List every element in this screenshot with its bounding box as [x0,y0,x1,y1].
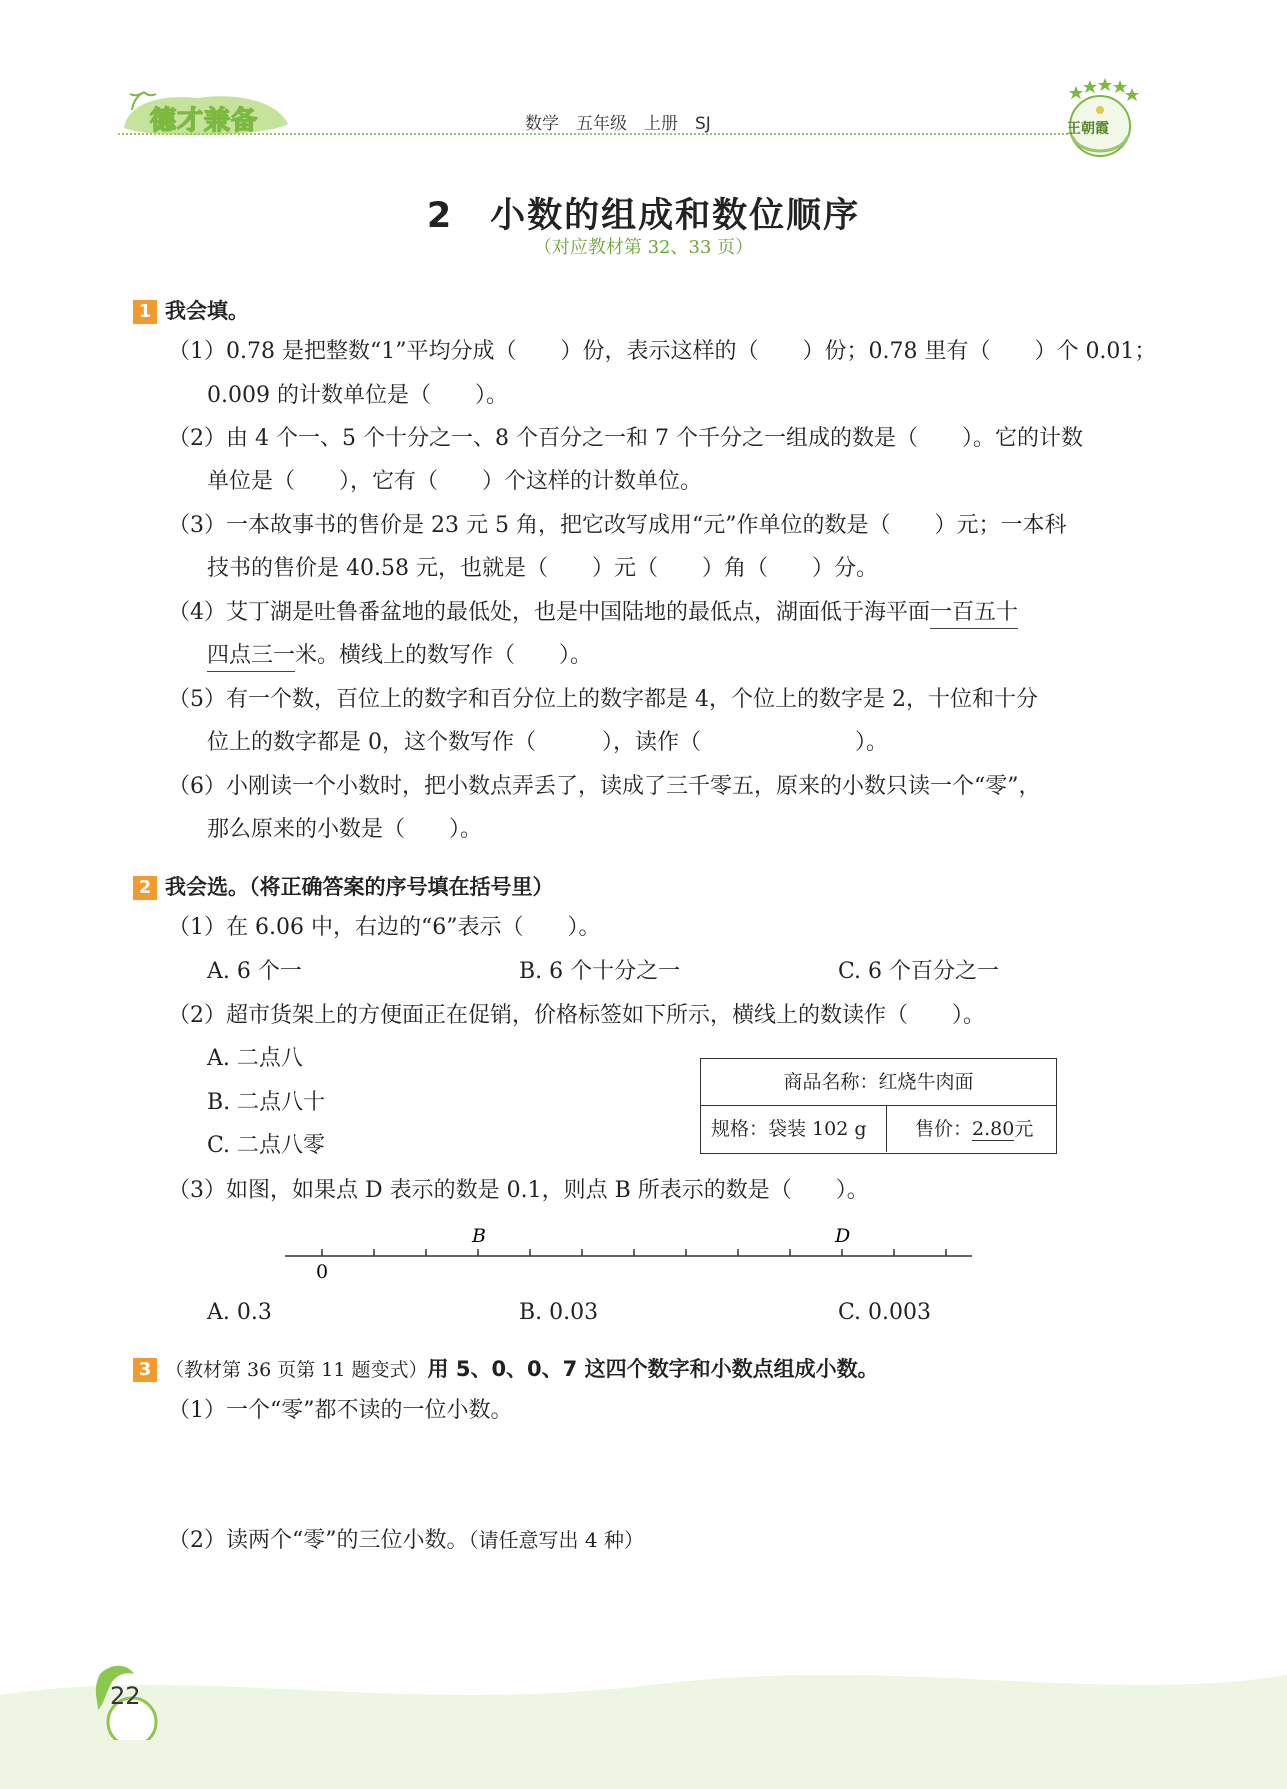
s2-q1-option-c: C. 6 个百分之一 [838,959,1000,984]
price-tag-price-value: 2.80 [972,1118,1015,1140]
header-subject-line: 数学 五年级 上册 SJ [525,114,711,134]
number-line-point-d-label: D [835,1225,851,1247]
s2-q2-option-c: C. 二点八零 [207,1133,326,1158]
s1-q1-line2: 0.009 的计数单位是（ ）。 [207,383,508,408]
price-tag-spec: 规格：袋装 102 g [701,1106,887,1152]
s3-q2-note: （请任意写出 4 种） [468,1528,644,1552]
price-tag-name: 商品名称：红烧牛肉面 [701,1059,1056,1106]
number-line-point-b-label: B [472,1225,486,1247]
price-tag-price [887,1106,1056,1152]
s1-q3-line1: （3）一本故事书的售价是 23 元 5 角，把它改写成用“元”作单位的数是（ ）元；一本科 [168,513,1067,538]
s1-q2-line2: 单位是（ ），它有（ ）个这样的计数单位。 [207,469,703,494]
s1-q1-line1: （1）0.78 是把整数“1”平均分成（ ）份，表示这样的（ ）份；0.78 里有（ ）个 0.01； [168,339,1157,364]
s3-q2-text: （2）读两个“零”的三位小数。 [168,1528,469,1553]
s1-q2-line1: （2）由 4 个一、5 个十分之一、8 个百分之一和 7 个千分之一组成的数是（ ）。它的计数 [168,426,1083,451]
section-3-number: 3 [133,1358,157,1382]
s1-q4-underlined-number-a: 一百五十 [930,598,1018,629]
number-line-diagram [280,1218,980,1288]
s1-q5-line2: 位上的数字都是 0，这个数写作（ ），读作（ ）。 [207,730,888,755]
s1-q6-line2: 那么原来的小数是（ ）。 [207,817,483,842]
s1-q4-text: （4）艾丁湖是吐鲁番盆地的最低处，也是中国陆地的最低点，湖面低于海平面 [168,600,930,625]
s2-q2-option-a: A. 二点八 [207,1046,303,1071]
s3-q1: （1）一个“零”都不读的一位小数。 [168,1398,513,1423]
s2-q1-option-a: A. 6 个一 [207,959,302,984]
section-1-heading [133,295,249,325]
s1-q6-line1: （6）小刚读一个小数时，把小数点弄丢了，读成了三千零五，原来的小数只读一个“零”， [168,774,1041,799]
page-title: 2 小数的组成和数位顺序 [426,196,861,236]
section-3-note: （教材第 36 页第 11 题变式） [165,1359,428,1381]
section-3-heading [133,1353,879,1383]
s2-q3: （3）如图，如果点 D 表示的数是 0.1，则点 B 所表示的数是（ ）。 [168,1178,869,1203]
s1-q4-text-end: 米。横线上的数写作（ ）。 [295,643,593,668]
s2-q1-option-b: B. 6 个十分之一 [519,959,681,984]
section-1-number: 1 [133,300,157,324]
s2-q3-option-c: C. 0.003 [838,1300,932,1325]
author-badge-text: 王朝霞 [1067,121,1109,137]
s3-q2 [168,1525,644,1556]
section-2-title: 我会选。（将正确答案的序号填在括号里） [165,875,554,899]
s1-q4-underlined-number-b: 四点三一 [207,641,295,672]
s2-q2: （2）超市货架上的方便面正在促销，价格标签如下所示，横线上的数读作（ ）。 [168,1003,985,1028]
s1-q4-line1 [168,598,1018,629]
section-1-title: 我会填。 [165,299,249,323]
s2-q3-option-a: A. 0.3 [207,1300,272,1325]
section-2-heading [133,871,554,901]
s1-q3-line2: 技书的售价是 40.58 元，也就是（ ）元（ ）角（ ）分。 [207,556,878,581]
footer-decoration [0,1655,1287,1789]
price-tag-price-label: 售价： [915,1118,973,1140]
section-3-title: 用 5、0、0、7 这四个数字和小数点组成小数。 [427,1357,879,1381]
s2-q2-option-b: B. 二点八十 [207,1090,326,1115]
s1-q5-line1: （5）有一个数，百位上的数字和百分位上的数字都是 4，个位上的数字是 2，十位和十分 [168,687,1038,712]
s1-q4-line2 [207,641,592,672]
section-2-number: 2 [133,876,157,900]
header-divider [118,133,1128,135]
page-subtitle: （对应教材第 32、33 页） [533,237,754,258]
s2-q1: （1）在 6.06 中，右边的“6”表示（ ）。 [168,915,601,940]
page-number: 22 [110,1682,141,1710]
price-tag-table [700,1058,1057,1154]
s2-q3-option-b: B. 0.03 [519,1300,599,1325]
price-tag-price-unit: 元 [1014,1118,1034,1140]
number-line-zero-label: 0 [316,1261,329,1283]
brand-logo-text: 德才兼备 [150,106,259,136]
